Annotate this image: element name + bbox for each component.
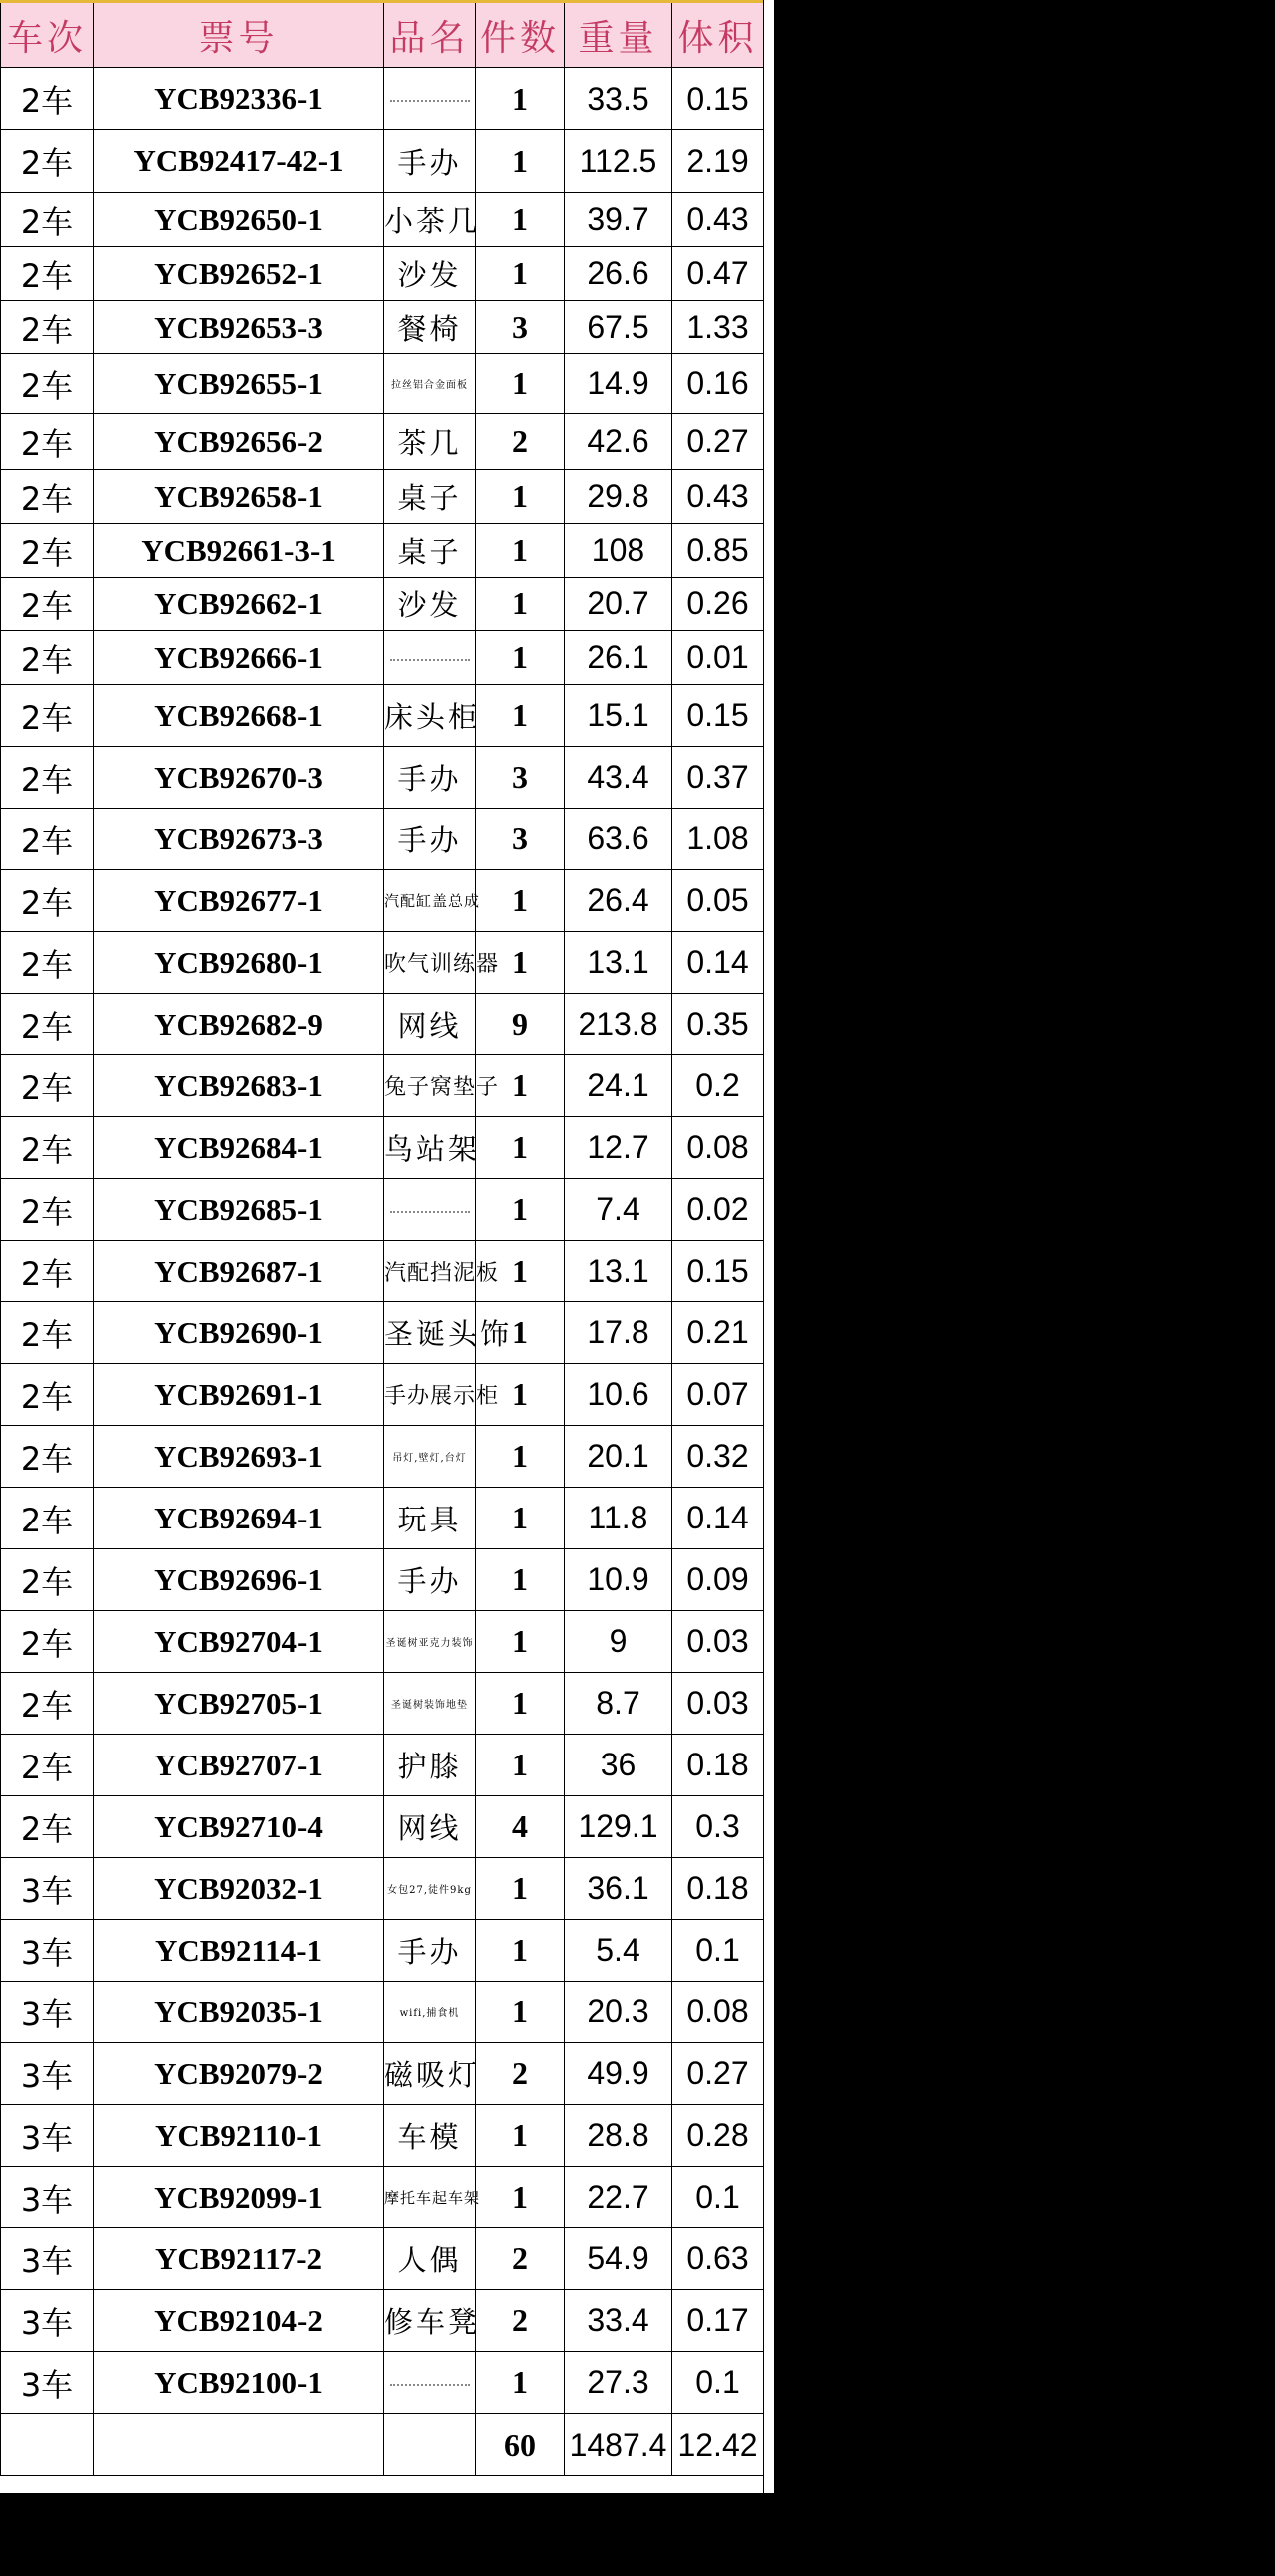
volume-cell[interactable]: 0.27 [672, 2043, 764, 2105]
ticket-cell[interactable]: YCB92677-1 [94, 870, 384, 932]
table-row [1, 631, 764, 685]
qty-cell[interactable]: 1 [476, 1055, 565, 1117]
volume-cell[interactable]: 0.14 [672, 932, 764, 994]
weight-cell[interactable]: 24.1 [565, 1055, 672, 1117]
weight-cell[interactable]: 17.8 [565, 1302, 672, 1364]
qty-cell[interactable]: 1 [476, 1179, 565, 1241]
weight-cell[interactable]: 15.1 [565, 685, 672, 747]
volume-cell[interactable]: 0.14 [672, 1488, 764, 1549]
weight-cell[interactable]: 7.4 [565, 1179, 672, 1241]
car-cell[interactable]: 2车 [1, 870, 94, 932]
ticket-cell[interactable]: YCB92694-1 [94, 1488, 384, 1549]
header-weight[interactable]: 重量 [565, 2, 672, 68]
table-row [1, 2105, 764, 2167]
qty-cell[interactable]: 3 [476, 747, 565, 809]
qty-cell[interactable]: 1 [476, 578, 565, 631]
item-cell[interactable]: wifi,捕食机 [384, 1982, 476, 2043]
ticket-cell[interactable]: YCB92684-1 [94, 1117, 384, 1179]
car-cell[interactable]: 2车 [1, 130, 94, 193]
car-cell[interactable]: 2车 [1, 932, 94, 994]
item-cell[interactable]: 小茶几 [384, 193, 476, 247]
qty-cell[interactable]: 1 [476, 1549, 565, 1611]
table-row [1, 2290, 764, 2352]
volume-cell[interactable]: 0.15 [672, 68, 764, 130]
car-cell[interactable]: 2车 [1, 301, 94, 354]
volume-cell[interactable]: 1.08 [672, 809, 764, 870]
ticket-cell[interactable]: YCB92658-1 [94, 470, 384, 524]
item-cell[interactable]: 女包27,徒件9kg [384, 1858, 476, 1920]
car-cell[interactable]: 3车 [1, 1920, 94, 1982]
qty-cell[interactable]: 1 [476, 193, 565, 247]
table-row [1, 1920, 764, 1982]
table-row [1, 1426, 764, 1488]
weight-cell[interactable]: 27.3 [565, 2352, 672, 2414]
qty-cell[interactable]: 1 [476, 1673, 565, 1735]
car-cell[interactable]: 2车 [1, 247, 94, 301]
table-row [1, 685, 764, 747]
item-cell[interactable]: 修车凳 [384, 2290, 476, 2352]
ticket-cell[interactable]: YCB92666-1 [94, 631, 384, 685]
item-cell[interactable]: 网线 [384, 1796, 476, 1858]
item-cell[interactable] [384, 631, 476, 685]
total-car-cell[interactable] [1, 2414, 94, 2476]
item-cell[interactable]: 手办 [384, 1920, 476, 1982]
volume-cell[interactable]: 0.37 [672, 747, 764, 809]
volume-cell[interactable]: 0.02 [672, 1179, 764, 1241]
qty-cell[interactable]: 1 [476, 1488, 565, 1549]
item-cell[interactable]: 人偶 [384, 2228, 476, 2290]
item-cell[interactable]: 吊灯,壁灯,台灯 [384, 1426, 476, 1488]
header-item[interactable]: 品名 [384, 2, 476, 68]
weight-cell[interactable]: 22.7 [565, 2167, 672, 2228]
ticket-cell[interactable]: YCB92662-1 [94, 578, 384, 631]
ticket-cell[interactable]: YCB92656-2 [94, 414, 384, 470]
weight-cell[interactable]: 26.4 [565, 870, 672, 932]
total-row [1, 2414, 764, 2476]
table-row [1, 1488, 764, 1549]
car-cell[interactable]: 2车 [1, 1241, 94, 1302]
ticket-cell[interactable]: YCB92104-2 [94, 2290, 384, 2352]
table-row [1, 1117, 764, 1179]
qty-cell[interactable]: 2 [476, 2228, 565, 2290]
item-cell[interactable]: 手办 [384, 747, 476, 809]
ticket-cell[interactable]: YCB92687-1 [94, 1241, 384, 1302]
weight-cell[interactable]: 13.1 [565, 932, 672, 994]
item-cell[interactable]: 沙发 [384, 578, 476, 631]
total-item-cell[interactable] [384, 2414, 476, 2476]
ticket-cell[interactable]: YCB92683-1 [94, 1055, 384, 1117]
ticket-cell[interactable]: YCB92673-3 [94, 809, 384, 870]
qty-cell[interactable]: 2 [476, 2043, 565, 2105]
ticket-cell[interactable]: YCB92650-1 [94, 193, 384, 247]
item-cell[interactable]: 兔子窝垫子 [384, 1055, 476, 1117]
item-cell[interactable]: 磁吸灯 [384, 2043, 476, 2105]
qty-cell[interactable]: 1 [476, 1858, 565, 1920]
volume-cell[interactable]: 0.35 [672, 994, 764, 1055]
volume-cell[interactable]: 0.08 [672, 1117, 764, 1179]
car-cell[interactable]: 3车 [1, 2167, 94, 2228]
ticket-cell[interactable]: YCB92696-1 [94, 1549, 384, 1611]
table-row [1, 1302, 764, 1364]
volume-cell[interactable]: 0.3 [672, 1796, 764, 1858]
qty-cell[interactable]: 1 [476, 1426, 565, 1488]
weight-cell[interactable]: 9 [565, 1611, 672, 1673]
qty-cell[interactable]: 9 [476, 994, 565, 1055]
table-row [1, 809, 764, 870]
table-row [1, 1673, 764, 1735]
item-cell[interactable]: 手办 [384, 130, 476, 193]
volume-cell[interactable]: 0.43 [672, 470, 764, 524]
volume-cell[interactable]: 0.85 [672, 524, 764, 578]
ticket-cell[interactable]: YCB92710-4 [94, 1796, 384, 1858]
weight-cell[interactable]: 42.6 [565, 414, 672, 470]
qty-cell[interactable]: 1 [476, 130, 565, 193]
car-cell[interactable]: 2车 [1, 414, 94, 470]
ticket-cell[interactable]: YCB92032-1 [94, 1858, 384, 1920]
header-ticket[interactable]: 票号 [94, 2, 384, 68]
header-car[interactable]: 车次 [1, 2, 94, 68]
item-cell[interactable]: 手办展示柜 [384, 1364, 476, 1426]
volume-cell[interactable]: 0.08 [672, 1982, 764, 2043]
table-row [1, 524, 764, 578]
volume-cell[interactable]: 0.15 [672, 1241, 764, 1302]
table-row [1, 994, 764, 1055]
weight-cell[interactable]: 39.7 [565, 193, 672, 247]
item-cell[interactable]: 沙发 [384, 247, 476, 301]
weight-cell[interactable]: 26.1 [565, 631, 672, 685]
volume-cell[interactable]: 0.17 [672, 2290, 764, 2352]
car-cell[interactable]: 2车 [1, 1796, 94, 1858]
weight-cell[interactable]: 11.8 [565, 1488, 672, 1549]
item-cell[interactable]: 餐椅 [384, 301, 476, 354]
qty-cell[interactable]: 1 [476, 2105, 565, 2167]
item-cell[interactable]: 圣诞头饰 [384, 1302, 476, 1364]
item-cell[interactable]: 鸟站架 [384, 1117, 476, 1179]
weight-cell[interactable]: 213.8 [565, 994, 672, 1055]
car-cell[interactable]: 2车 [1, 809, 94, 870]
table-row [1, 247, 764, 301]
ticket-cell[interactable]: YCB92670-3 [94, 747, 384, 809]
ticket-cell[interactable]: YCB92704-1 [94, 1611, 384, 1673]
car-cell[interactable]: 2车 [1, 685, 94, 747]
car-cell[interactable]: 3车 [1, 2352, 94, 2414]
weight-cell[interactable]: 43.4 [565, 747, 672, 809]
volume-cell[interactable]: 0.16 [672, 354, 764, 414]
volume-cell[interactable]: 0.1 [672, 2167, 764, 2228]
volume-cell[interactable]: 0.15 [672, 685, 764, 747]
weight-cell[interactable]: 112.5 [565, 130, 672, 193]
ticket-cell[interactable]: YCB92682-9 [94, 994, 384, 1055]
qty-cell[interactable]: 1 [476, 247, 565, 301]
item-cell[interactable]: 摩托车起车架 [384, 2167, 476, 2228]
table-row [1, 193, 764, 247]
car-cell[interactable]: 3车 [1, 1982, 94, 2043]
item-cell[interactable]: 吹气训练器 [384, 932, 476, 994]
volume-cell[interactable]: 2.19 [672, 130, 764, 193]
item-cell[interactable]: 手办 [384, 809, 476, 870]
volume-cell[interactable]: 0.63 [672, 2228, 764, 2290]
header-qty[interactable]: 件数 [476, 2, 565, 68]
weight-cell[interactable]: 26.6 [565, 247, 672, 301]
qty-cell[interactable]: 1 [476, 68, 565, 130]
table-row [1, 870, 764, 932]
item-cell[interactable]: 汽配缸盖总成 [384, 870, 476, 932]
weight-cell[interactable]: 8.7 [565, 1673, 672, 1735]
volume-cell[interactable]: 0.1 [672, 1920, 764, 1982]
item-cell[interactable]: 拉丝铝合金面板 [384, 354, 476, 414]
qty-cell[interactable]: 1 [476, 2167, 565, 2228]
ticket-cell[interactable]: YCB92691-1 [94, 1364, 384, 1426]
weight-cell[interactable]: 10.6 [565, 1364, 672, 1426]
volume-cell[interactable]: 0.47 [672, 247, 764, 301]
volume-cell[interactable]: 0.2 [672, 1055, 764, 1117]
item-cell[interactable]: 圣诞树亚克力装饰 [384, 1611, 476, 1673]
table-row [1, 1241, 764, 1302]
illegible-text-placeholder [390, 2384, 470, 2386]
volume-cell[interactable]: 0.03 [672, 1673, 764, 1735]
ticket-cell[interactable]: YCB92336-1 [94, 68, 384, 130]
ticket-cell[interactable]: YCB92417-42-1 [94, 130, 384, 193]
qty-cell[interactable]: 4 [476, 1796, 565, 1858]
ticket-cell[interactable]: YCB92114-1 [94, 1920, 384, 1982]
volume-cell[interactable]: 0.05 [672, 870, 764, 932]
table-row [1, 301, 764, 354]
car-cell[interactable]: 3车 [1, 2043, 94, 2105]
weight-cell[interactable]: 36 [565, 1735, 672, 1796]
car-cell[interactable]: 2车 [1, 68, 94, 130]
table-row [1, 130, 764, 193]
ticket-cell[interactable]: YCB92035-1 [94, 1982, 384, 2043]
qty-cell[interactable]: 1 [476, 1364, 565, 1426]
volume-cell[interactable]: 0.21 [672, 1302, 764, 1364]
item-cell[interactable]: 车模 [384, 2105, 476, 2167]
illegible-text-placeholder [390, 100, 470, 102]
weight-cell[interactable]: 67.5 [565, 301, 672, 354]
ticket-cell[interactable]: YCB92079-2 [94, 2043, 384, 2105]
table-row [1, 1982, 764, 2043]
table-row [1, 932, 764, 994]
car-cell[interactable]: 2车 [1, 524, 94, 578]
ticket-cell[interactable]: YCB92117-2 [94, 2228, 384, 2290]
volume-cell[interactable]: 0.03 [672, 1611, 764, 1673]
table-row [1, 68, 764, 130]
weight-cell[interactable]: 29.8 [565, 470, 672, 524]
volume-cell[interactable]: 0.1 [672, 2352, 764, 2414]
volume-cell[interactable]: 0.32 [672, 1426, 764, 1488]
qty-cell[interactable]: 1 [476, 354, 565, 414]
qty-cell[interactable]: 1 [476, 1302, 565, 1364]
volume-cell[interactable]: 0.18 [672, 1858, 764, 1920]
volume-cell[interactable]: 0.28 [672, 2105, 764, 2167]
ticket-cell[interactable]: YCB92655-1 [94, 354, 384, 414]
car-cell[interactable]: 2车 [1, 1055, 94, 1117]
volume-cell[interactable]: 0.01 [672, 631, 764, 685]
table-row [1, 1611, 764, 1673]
weight-cell[interactable]: 10.9 [565, 1549, 672, 1611]
weight-cell[interactable]: 20.1 [565, 1426, 672, 1488]
table-row [1, 414, 764, 470]
weight-cell[interactable]: 54.9 [565, 2228, 672, 2290]
qty-cell[interactable]: 1 [476, 1982, 565, 2043]
header-row [1, 2, 764, 68]
car-cell[interactable]: 2车 [1, 1673, 94, 1735]
table-row [1, 747, 764, 809]
volume-cell[interactable]: 1.33 [672, 301, 764, 354]
ticket-cell[interactable]: YCB92693-1 [94, 1426, 384, 1488]
ticket-cell[interactable]: YCB92690-1 [94, 1302, 384, 1364]
table-row [1, 1858, 764, 1920]
item-cell[interactable]: 玩具 [384, 1488, 476, 1549]
ticket-cell[interactable]: YCB92110-1 [94, 2105, 384, 2167]
qty-cell[interactable]: 1 [476, 524, 565, 578]
qty-cell[interactable]: 1 [476, 470, 565, 524]
table-row [1, 1055, 764, 1117]
car-cell[interactable]: 2车 [1, 1117, 94, 1179]
weight-cell[interactable]: 12.7 [565, 1117, 672, 1179]
car-cell[interactable]: 2车 [1, 994, 94, 1055]
qty-cell[interactable]: 3 [476, 809, 565, 870]
car-cell[interactable]: 2车 [1, 747, 94, 809]
table-row [1, 2352, 764, 2414]
car-cell[interactable]: 2车 [1, 1179, 94, 1241]
header-volume[interactable]: 体积 [672, 2, 764, 68]
volume-cell[interactable]: 0.07 [672, 1364, 764, 1426]
item-cell[interactable] [384, 68, 476, 130]
qty-cell[interactable]: 1 [476, 1117, 565, 1179]
qty-cell[interactable]: 1 [476, 1735, 565, 1796]
item-cell[interactable]: 汽配挡泥板 [384, 1241, 476, 1302]
ticket-cell[interactable]: YCB92680-1 [94, 932, 384, 994]
table-row [1, 2043, 764, 2105]
car-cell[interactable]: 3车 [1, 2290, 94, 2352]
total-weight[interactable]: 1487.4 [565, 2414, 672, 2476]
qty-cell[interactable]: 2 [476, 414, 565, 470]
weight-cell[interactable]: 129.1 [565, 1796, 672, 1858]
next-column-edge [763, 0, 774, 2493]
ticket-cell[interactable]: YCB92653-3 [94, 301, 384, 354]
table-row [1, 1549, 764, 1611]
weight-cell[interactable]: 14.9 [565, 354, 672, 414]
item-cell[interactable]: 床头柜 [384, 685, 476, 747]
weight-cell[interactable]: 28.8 [565, 2105, 672, 2167]
car-cell[interactable]: 2车 [1, 1302, 94, 1364]
item-cell[interactable]: 网线 [384, 994, 476, 1055]
car-cell[interactable]: 2车 [1, 1611, 94, 1673]
qty-cell[interactable]: 1 [476, 870, 565, 932]
volume-cell[interactable]: 0.43 [672, 193, 764, 247]
weight-cell[interactable]: 108 [565, 524, 672, 578]
ticket-cell[interactable]: YCB92100-1 [94, 2352, 384, 2414]
item-cell[interactable]: 桌子 [384, 470, 476, 524]
qty-cell[interactable]: 1 [476, 631, 565, 685]
table-row [1, 2228, 764, 2290]
item-cell[interactable] [384, 2352, 476, 2414]
qty-cell[interactable]: 1 [476, 932, 565, 994]
volume-cell[interactable]: 0.18 [672, 1735, 764, 1796]
car-cell[interactable]: 2车 [1, 1426, 94, 1488]
table-row [1, 1796, 764, 1858]
volume-cell[interactable]: 0.27 [672, 414, 764, 470]
car-cell[interactable]: 2车 [1, 1488, 94, 1549]
item-cell[interactable]: 茶几 [384, 414, 476, 470]
qty-cell[interactable]: 1 [476, 1920, 565, 1982]
table-row [1, 2167, 764, 2228]
item-cell[interactable] [384, 1179, 476, 1241]
weight-cell[interactable]: 20.3 [565, 1982, 672, 2043]
total-volume[interactable]: 12.42 [672, 2414, 764, 2476]
table-row [1, 578, 764, 631]
weight-cell[interactable]: 5.4 [565, 1920, 672, 1982]
car-cell[interactable]: 2车 [1, 1364, 94, 1426]
car-cell[interactable]: 2车 [1, 470, 94, 524]
car-cell[interactable]: 2车 [1, 354, 94, 414]
weight-cell[interactable]: 20.7 [565, 578, 672, 631]
volume-cell[interactable]: 0.26 [672, 578, 764, 631]
ticket-cell[interactable]: YCB92099-1 [94, 2167, 384, 2228]
weight-cell[interactable]: 36.1 [565, 1858, 672, 1920]
total-qty[interactable]: 60 [476, 2414, 565, 2476]
weight-cell[interactable]: 49.9 [565, 2043, 672, 2105]
qty-cell[interactable]: 1 [476, 1241, 565, 1302]
ticket-cell[interactable]: YCB92661-3-1 [94, 524, 384, 578]
ticket-cell[interactable]: YCB92705-1 [94, 1673, 384, 1735]
weight-cell[interactable]: 33.5 [565, 68, 672, 130]
weight-cell[interactable]: 33.4 [565, 2290, 672, 2352]
qty-cell[interactable]: 2 [476, 2290, 565, 2352]
item-cell[interactable]: 手办 [384, 1549, 476, 1611]
total-ticket-cell[interactable] [94, 2414, 384, 2476]
qty-cell[interactable]: 3 [476, 301, 565, 354]
car-cell[interactable]: 2车 [1, 578, 94, 631]
ticket-cell[interactable]: YCB92685-1 [94, 1179, 384, 1241]
car-cell[interactable]: 3车 [1, 2105, 94, 2167]
ticket-cell[interactable]: YCB92707-1 [94, 1735, 384, 1796]
illegible-text-placeholder [390, 1211, 470, 1213]
weight-cell[interactable]: 13.1 [565, 1241, 672, 1302]
table-row [1, 1364, 764, 1426]
illegible-text-placeholder [390, 659, 470, 661]
table-row [1, 1735, 764, 1796]
item-cell[interactable]: 护膝 [384, 1735, 476, 1796]
table-row [1, 470, 764, 524]
item-cell[interactable]: 圣诞树装饰地垫 [384, 1673, 476, 1735]
car-cell[interactable]: 3车 [1, 1858, 94, 1920]
qty-cell[interactable]: 1 [476, 1611, 565, 1673]
volume-cell[interactable]: 0.09 [672, 1549, 764, 1611]
table-row [1, 1179, 764, 1241]
qty-cell[interactable]: 1 [476, 685, 565, 747]
qty-cell[interactable]: 1 [476, 2352, 565, 2414]
item-cell[interactable]: 桌子 [384, 524, 476, 578]
car-cell[interactable]: 2车 [1, 193, 94, 247]
table-row [1, 354, 764, 414]
car-cell[interactable]: 2车 [1, 1549, 94, 1611]
car-cell[interactable]: 2车 [1, 1735, 94, 1796]
ticket-cell[interactable]: YCB92668-1 [94, 685, 384, 747]
weight-cell[interactable]: 63.6 [565, 809, 672, 870]
car-cell[interactable]: 3车 [1, 2228, 94, 2290]
car-cell[interactable]: 2车 [1, 631, 94, 685]
ticket-cell[interactable]: YCB92652-1 [94, 247, 384, 301]
